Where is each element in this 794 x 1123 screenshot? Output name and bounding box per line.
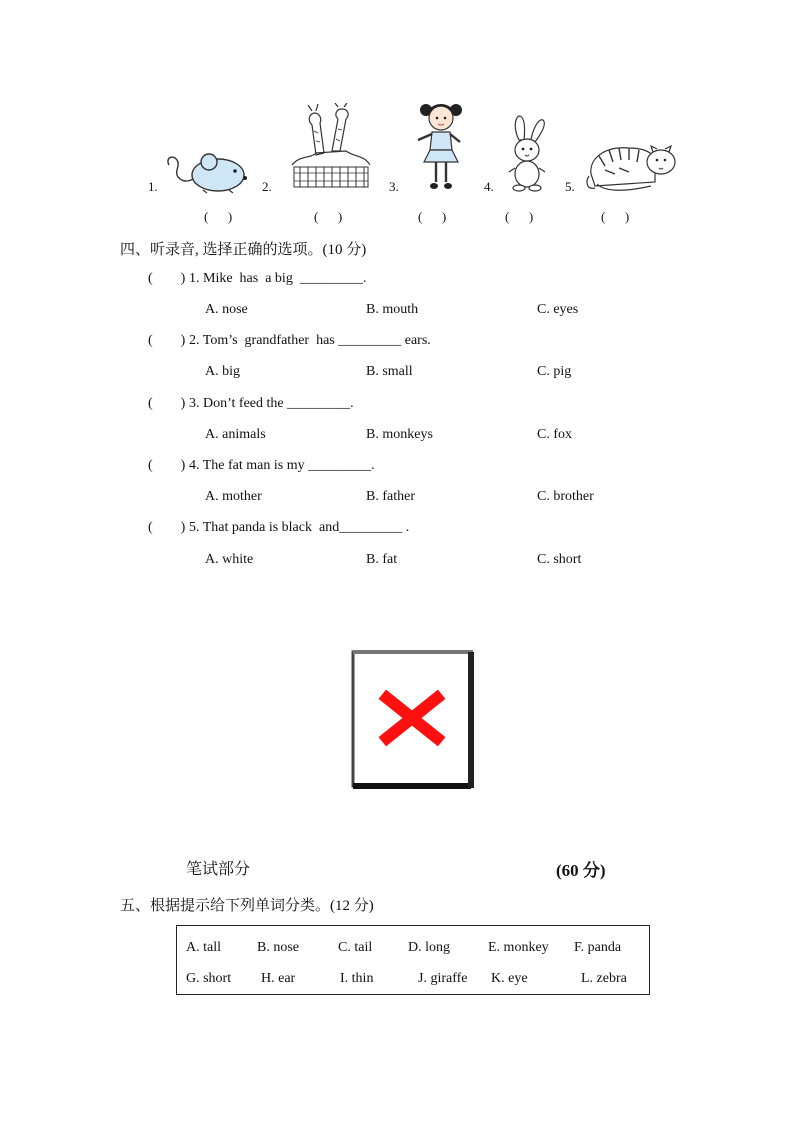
- word-item: A. tall: [186, 940, 221, 955]
- section-5-heading: 五、根据提示给下列单词分类。(12 分): [120, 898, 374, 914]
- answer-paren: ( ): [148, 396, 186, 411]
- option-b: B. monkeys: [366, 427, 433, 442]
- broken-image-icon: [349, 648, 475, 790]
- answer-paren: ( ): [148, 271, 186, 286]
- option-a: A. nose: [205, 302, 248, 317]
- option-b: B. fat: [366, 552, 398, 567]
- question-text: 2. Tom’s grandfather has _________ ears.: [189, 333, 431, 348]
- option-c: C. eyes: [537, 302, 579, 317]
- option-c: C. pig: [537, 364, 572, 379]
- picture-number: 5.: [565, 179, 575, 194]
- question-text: 4. The fat man is my _________.: [189, 458, 375, 473]
- answer-paren: ( ): [505, 209, 534, 224]
- word-item: C. tail: [338, 940, 373, 955]
- word-item: F. panda: [574, 940, 622, 955]
- written-part-title: 笔试部分: [186, 859, 251, 878]
- girl-icon: [412, 100, 470, 192]
- giraffe-icon: [290, 103, 372, 189]
- option-b: B. mouth: [366, 302, 419, 317]
- word-item: B. nose: [257, 940, 299, 955]
- picture-number: 2.: [262, 179, 272, 194]
- picture-number: 4.: [484, 179, 494, 194]
- answer-paren: ( ): [148, 458, 186, 473]
- answer-paren: ( ): [418, 209, 447, 224]
- answer-paren: ( ): [204, 209, 233, 224]
- mouse-icon: [163, 150, 249, 195]
- word-item: H. ear: [261, 971, 296, 986]
- section-4-heading: 四、听录音, 选择正确的选项。(10 分): [120, 242, 367, 258]
- answer-paren: ( ): [314, 209, 343, 224]
- option-c: C. short: [537, 552, 582, 567]
- answer-paren: ( ): [601, 209, 630, 224]
- answer-paren: ( ): [148, 333, 186, 348]
- word-item: J. giraffe: [418, 971, 468, 986]
- word-item: I. thin: [340, 971, 374, 986]
- option-c: C. fox: [537, 427, 572, 442]
- question-text: 3. Don’t feed the _________.: [189, 396, 354, 411]
- question-text: 5. That panda is black and_________ .: [189, 520, 410, 535]
- written-part-score: (60 分): [556, 861, 606, 880]
- option-c: C. brother: [537, 489, 594, 504]
- tiger-icon: [585, 138, 677, 194]
- question-text: 1. Mike has a big _________.: [189, 271, 367, 286]
- word-item: E. monkey: [488, 940, 549, 955]
- option-a: A. white: [205, 552, 254, 567]
- option-a: A. big: [205, 364, 240, 379]
- option-a: A. animals: [205, 427, 266, 442]
- word-box: [176, 925, 650, 995]
- rabbit-icon: [505, 114, 549, 192]
- picture-number: 1.: [148, 179, 158, 194]
- word-item: K. eye: [491, 971, 528, 986]
- word-item: L. zebra: [581, 971, 627, 986]
- option-b: B. father: [366, 489, 415, 504]
- answer-paren: ( ): [148, 520, 186, 535]
- option-a: A. mother: [205, 489, 262, 504]
- word-item: G. short: [186, 971, 232, 986]
- word-item: D. long: [408, 940, 450, 955]
- picture-number: 3.: [389, 179, 399, 194]
- option-b: B. small: [366, 364, 413, 379]
